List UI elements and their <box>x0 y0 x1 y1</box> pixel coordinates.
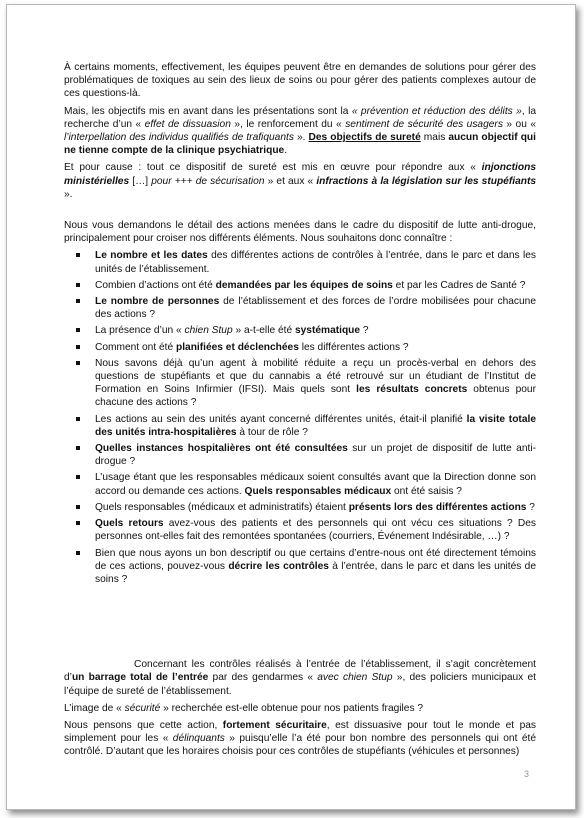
list-item <box>64 547 536 587</box>
text-run: effet de dissuasion <box>144 118 231 130</box>
list-item <box>64 442 536 468</box>
list-item <box>64 324 536 337</box>
text-run: La présence d’un « <box>95 325 185 337</box>
text-run: Combien d’actions ont été <box>95 279 216 291</box>
bullet-icon <box>76 345 80 349</box>
text-run: sécurité <box>124 702 161 714</box>
paragraph-objectives <box>64 105 536 158</box>
list-item <box>64 357 536 410</box>
text-run: planifiées et déclenchées <box>175 341 299 353</box>
bullet-icon <box>76 551 80 555</box>
text-run: » a-t-elle été <box>232 325 295 337</box>
text-run: à l’entrée, dans le parc et dans les unités de soins ? <box>95 560 536 585</box>
paragraph-security-image <box>64 702 536 715</box>
text-run: avec chien Stup <box>317 672 393 684</box>
text-run: sentiment de sécurité des usagers <box>345 118 503 130</box>
text-run: sur un projet de dispositif de lutte anti-drogue ? <box>95 443 536 468</box>
bullet-icon <box>76 299 80 303</box>
text-run: L’image de « <box>64 702 125 714</box>
paragraph-cause <box>64 161 536 201</box>
list-item <box>64 413 536 439</box>
list-item <box>64 295 536 321</box>
list-item <box>64 341 536 354</box>
text-run: », le renforcement du « <box>230 118 346 130</box>
bullet-icon <box>76 361 80 365</box>
text-run: systématique <box>294 325 361 337</box>
text-run: ? <box>526 501 535 513</box>
list-item <box>64 501 536 514</box>
text-run: mais <box>420 132 449 144</box>
text-run: pour +++ de sécurisation <box>151 175 265 187</box>
text-run: Comment ont été <box>95 341 176 353</box>
bullet-icon <box>76 505 80 509</box>
paragraph-request: Nous vous demandons le détail des actions menées dans le cadre du dispositif de lutte anti-drogue, principalement pour croiser nos différents éléments. Nous souhaitons donc connaître : <box>64 220 536 245</box>
text-run: à tour de rôle ? <box>236 426 308 438</box>
text-run: ? <box>360 325 369 337</box>
page-body <box>64 61 536 763</box>
bullet-icon <box>76 328 80 332</box>
paragraph-intro: À certains moments, effectivement, les équipes peuvent être en demandes de solutions pour gérer des problématiques de toxiques au sein des lieux de soins ou pour gérer des patients complexes autour de ces questions-là. <box>64 62 536 100</box>
text-run: » puisqu’elle l’a été pour bon nombre des personnels qui ont été contrôlé. D’autant que les horaires choisis pour ces contrôles de stupéfiants (véhicules et personnes) <box>64 733 536 758</box>
text-run: « prévention et réduction des délits » <box>351 105 522 117</box>
text-run: L’usage étant que les responsables médicaux soient consultés avant que la Direction donne son accord ou demande ces actions. <box>95 472 536 497</box>
text-run: […] <box>129 175 152 187</box>
text-run: Quels responsables médicaux <box>244 485 392 497</box>
paragraph-entrance-controls <box>64 658 536 698</box>
text-run: infractions à la législation sur les stupéfiants <box>316 175 537 187</box>
text-run: , est dissuasive pour tout le monde et pas simplement pour les « <box>64 719 536 745</box>
questions-list <box>64 249 536 586</box>
text-run: un barrage total de l’entrée <box>71 672 209 684</box>
text-run: ont été saisis ? <box>391 485 462 497</box>
text-run: des différentes actions de contrôles à l’entrée, dans le parc et dans les unités de l’établissement. <box>95 250 536 275</box>
text-run: Bien que nous ayons un bon descriptif ou que certains d’entre-nous ont été directement témoins de ces actions, pouvez-vous <box>95 547 536 572</box>
text-run: Le nombre de personnes <box>95 296 220 308</box>
bullet-icon <box>76 521 80 525</box>
text-run: Quels retours <box>95 518 164 530</box>
text-run: » et aux « <box>264 175 317 187</box>
text-run: et par les Cadres de Santé ? <box>392 279 526 291</box>
bullet-icon <box>76 417 80 421</box>
text-run: de l’établissement et des forces de l’ordre mobilisées pour chacune des actions ? <box>95 296 536 321</box>
text-run: Quels responsables (médicaux et administratifs) étaient <box>95 501 349 513</box>
text-run: Des objectifs de sureté <box>308 132 421 144</box>
bullet-icon <box>76 253 80 257</box>
bullet-icon <box>76 475 80 479</box>
text-run: » recherchée est-elle obtenue pour nos patients fragiles ? <box>160 702 424 714</box>
page-number: 3 <box>523 769 529 779</box>
text-run: ». <box>293 132 309 144</box>
text-run: obtenus pour chacune des actions ? <box>95 384 536 409</box>
text-run: Concernant les contrôles réalisés à l’entrée de l’établissement, il s’agit concrètement d’ <box>64 659 536 684</box>
text-run: chien Stup <box>184 325 233 337</box>
text-run: ». <box>64 188 73 200</box>
text-run: la visite totale des unités intra-hospitalières <box>95 413 536 438</box>
text-run: Nous pensons que cette action, <box>64 719 223 731</box>
text-run: les différentes actions ? <box>298 341 409 353</box>
text-run: les résultats concrets <box>356 384 468 396</box>
list-item <box>64 249 536 275</box>
list-item <box>64 471 536 497</box>
text-run: fortement sécuritaire <box>222 719 327 731</box>
paragraph-dissuasion <box>64 719 536 759</box>
list-item <box>64 279 536 292</box>
bullet-icon <box>76 446 80 450</box>
text-run: Quelles instances hospitalières ont été consultées <box>95 443 348 455</box>
text-run: aucun objectif qui ne tienne compte de la clinique psychiatrique <box>64 132 536 157</box>
text-run: Les actions au sein des unités ayant concerné différentes unités, était-il planifié <box>95 413 467 425</box>
text-run: avez-vous des patients et des personnels qui ont vécu ces situations ? Des personnes ont-elles fait des remontées spontanées (courriers, Événement Indésirable, …) ? <box>95 518 536 543</box>
text-run: », des policiers municipaux et l’équipe de sureté de l’établissement. <box>64 672 537 697</box>
text-run: , la recherche d’un « <box>64 105 536 130</box>
text-run: l’interpellation des individus qualifiés de trafiquants <box>64 132 294 144</box>
document-page <box>6 4 576 810</box>
text-run: injonctions ministérielles <box>64 162 536 187</box>
text-run: » ou « <box>502 118 537 130</box>
text-run: délinquants <box>172 733 225 745</box>
text-run: Nous savons déjà qu’un agent à mobilité réduite a reçu un procès-verbal en dehors des questions de stupéfiants et que du cannabis a été retrouvé sur un étudiant de l’Institut de Formation en Soins Infirmier (IFSI). Mais quels sont <box>95 357 536 396</box>
text-run: décrire les contrôles <box>228 560 329 572</box>
text-run: présents lors des différentes actions <box>348 501 527 513</box>
bullet-icon <box>76 283 80 287</box>
text-run: Mais, les objectifs mis en avant dans les présentations sont la <box>64 105 352 117</box>
text-run: demandées par les équipes de soins <box>215 279 393 291</box>
text-run: par des gendarmes « <box>208 672 318 684</box>
list-item <box>64 517 536 543</box>
text-run: Le nombre et les dates <box>95 250 208 262</box>
text-run: Et pour cause : tout ce dispositif de sureté est mis en œuvre pour répondre aux « <box>64 162 482 174</box>
text-run: . <box>284 145 288 157</box>
